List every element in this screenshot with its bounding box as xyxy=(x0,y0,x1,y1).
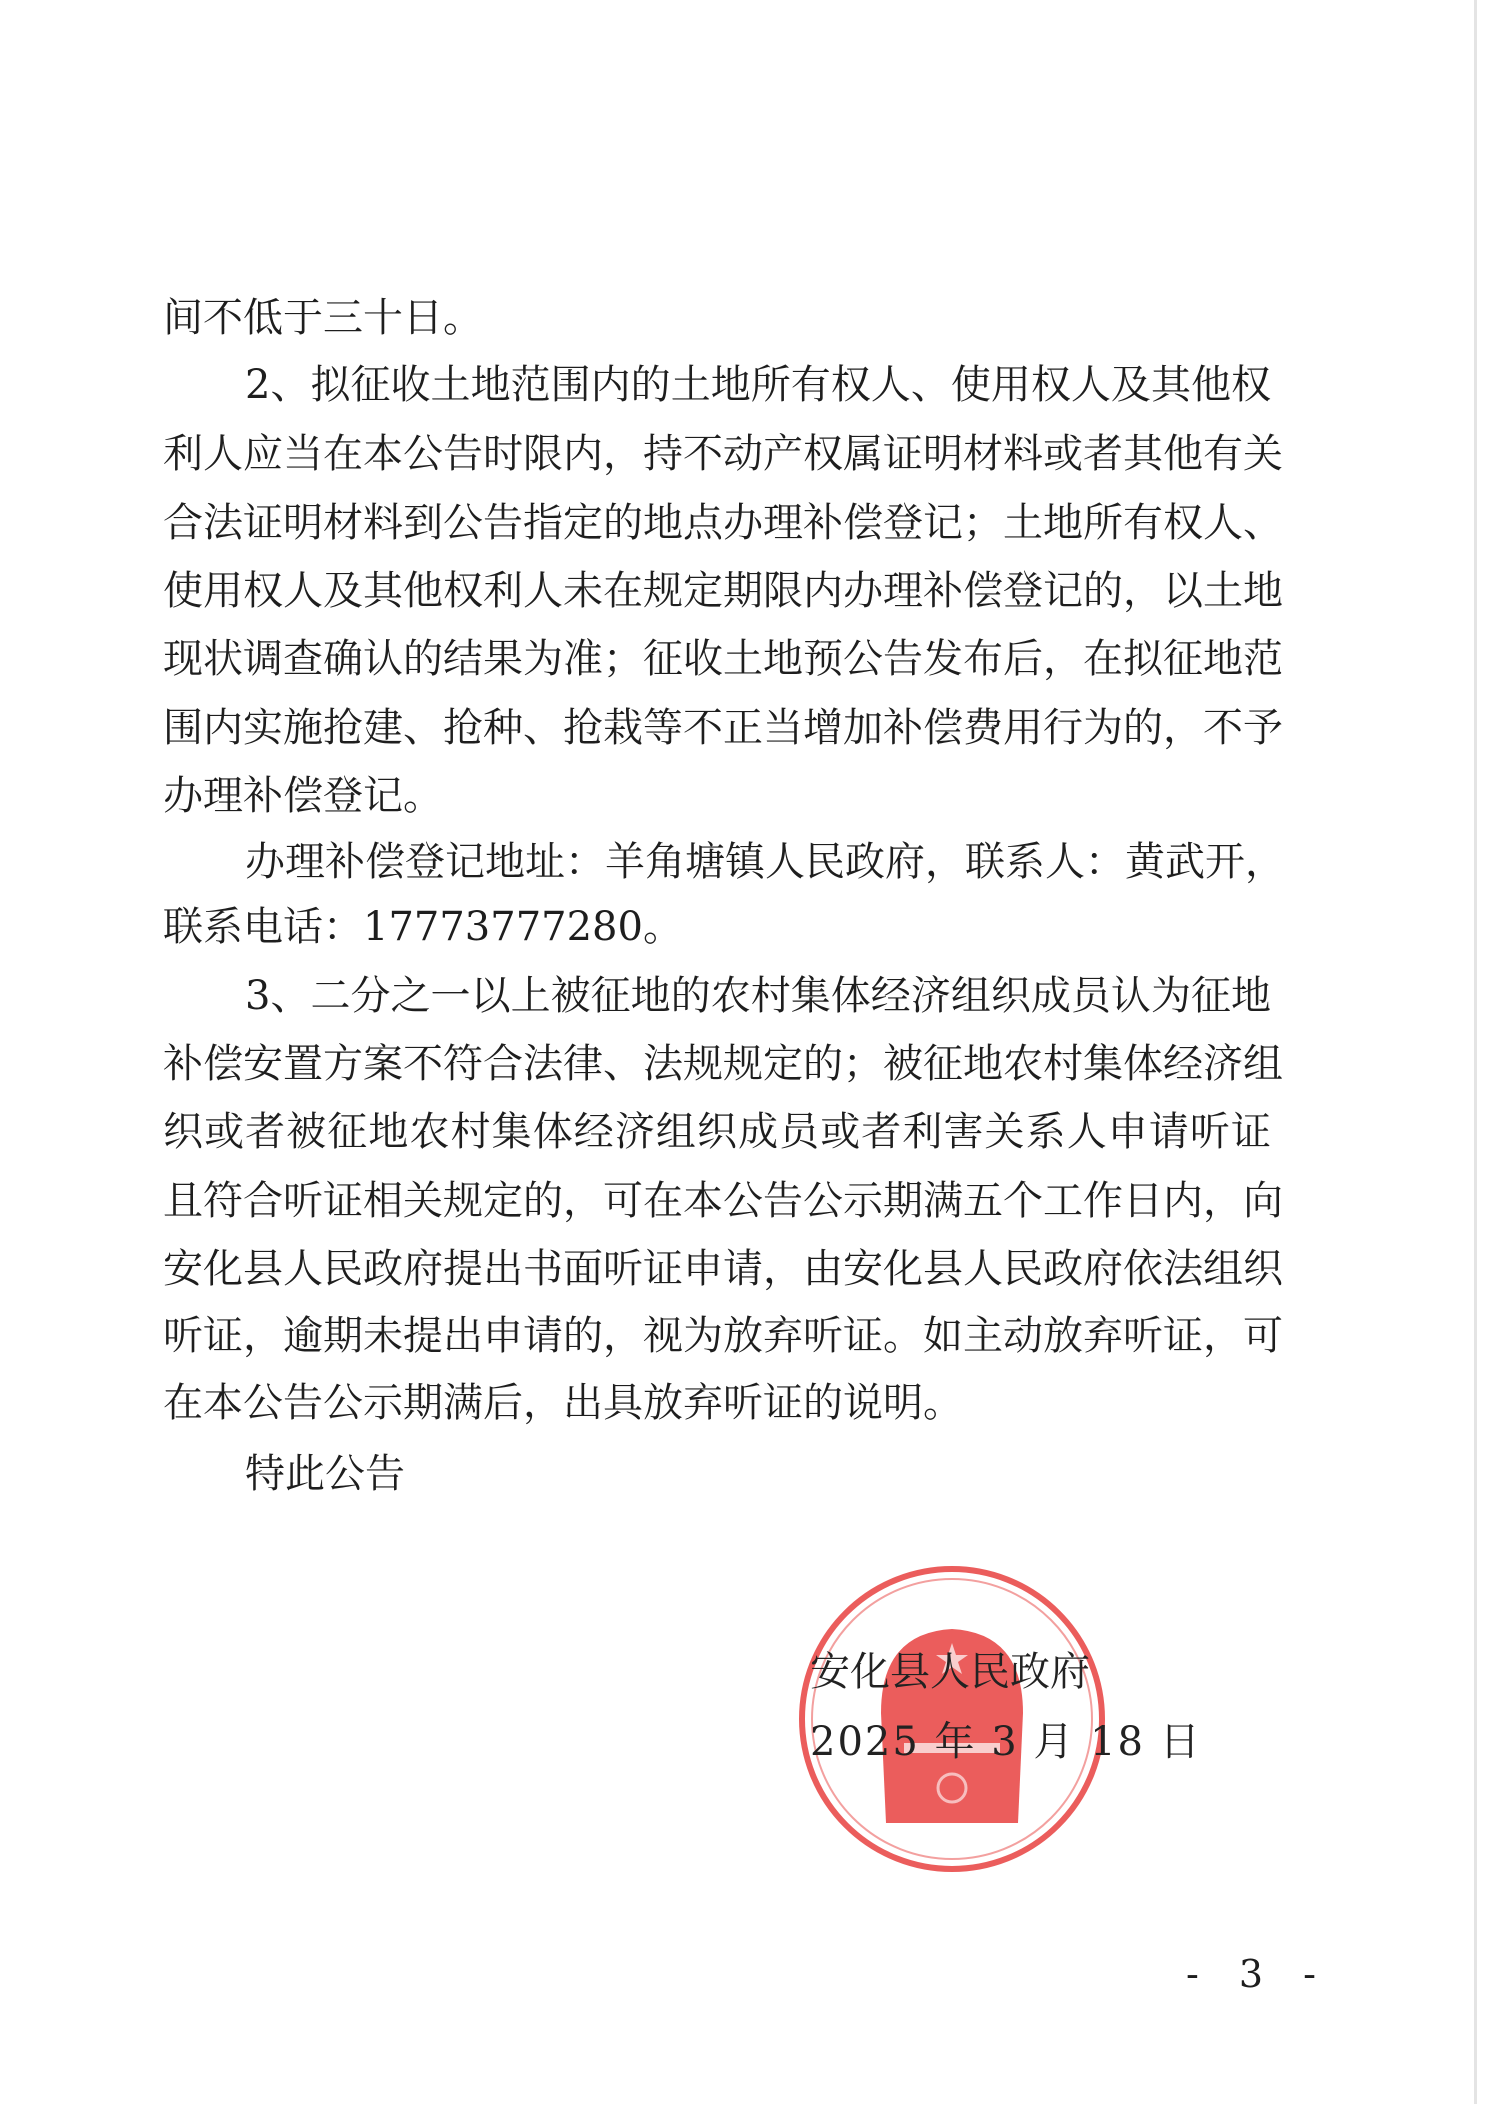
text-line: 特此公告 xyxy=(245,1451,405,1497)
text-line: 补偿安置方案不符合法律、法规规定的；被征地农村集体经济组 xyxy=(163,1041,1283,1087)
text-line: 利人应当在本公告时限内，持不动产权属证明材料或者其他有关 xyxy=(163,431,1283,477)
text-line: 合法证明材料到公告指定的地点办理补偿登记；土地所有权人、 xyxy=(163,500,1283,546)
text-line: 间不低于三十日。 xyxy=(163,295,483,341)
page-edge xyxy=(1474,0,1477,2104)
text-line: 织或者被征地农村集体经济组织成员或者利害关系人申请听证 xyxy=(163,1109,1271,1155)
text-line: 办理补偿登记。 xyxy=(163,773,443,819)
text-line: 安化县人民政府提出书面听证申请，由安化县人民政府依法组织 xyxy=(163,1246,1283,1292)
page-number: - 3 - xyxy=(1186,1952,1331,1996)
text-line: 使用权人及其他权利人未在规定期限内办理补偿登记的，以土地 xyxy=(163,568,1283,614)
issuer-name: 安化县人民政府 xyxy=(810,1649,1090,1695)
text-line: 3、二分之一以上被征地的农村集体经济组织成员认为征地 xyxy=(245,973,1271,1019)
text-line: 围内实施抢建、抢种、抢栽等不正当增加补偿费用行为的，不予 xyxy=(163,705,1283,751)
text-line: 2、拟征收土地范围内的土地所有权人、使用权人及其他权 xyxy=(245,362,1271,408)
text-line: 办理补偿登记地址：羊角塘镇人民政府，联系人：黄武开， xyxy=(245,839,1285,885)
text-line: 现状调查确认的结果为准；征收土地预公告发布后，在拟征地范 xyxy=(163,636,1283,682)
text-line: 联系电话：17773777280。 xyxy=(163,904,683,950)
text-line: 听证，逾期未提出申请的，视为放弃听证。如主动放弃听证，可 xyxy=(163,1313,1283,1359)
issue-date: 2025 年 3 月 18 日 xyxy=(810,1719,1202,1765)
text-line: 在本公告公示期满后，出具放弃听证的说明。 xyxy=(163,1380,963,1426)
text-line: 且符合听证相关规定的，可在本公告公示期满五个工作日内，向 xyxy=(163,1178,1283,1224)
